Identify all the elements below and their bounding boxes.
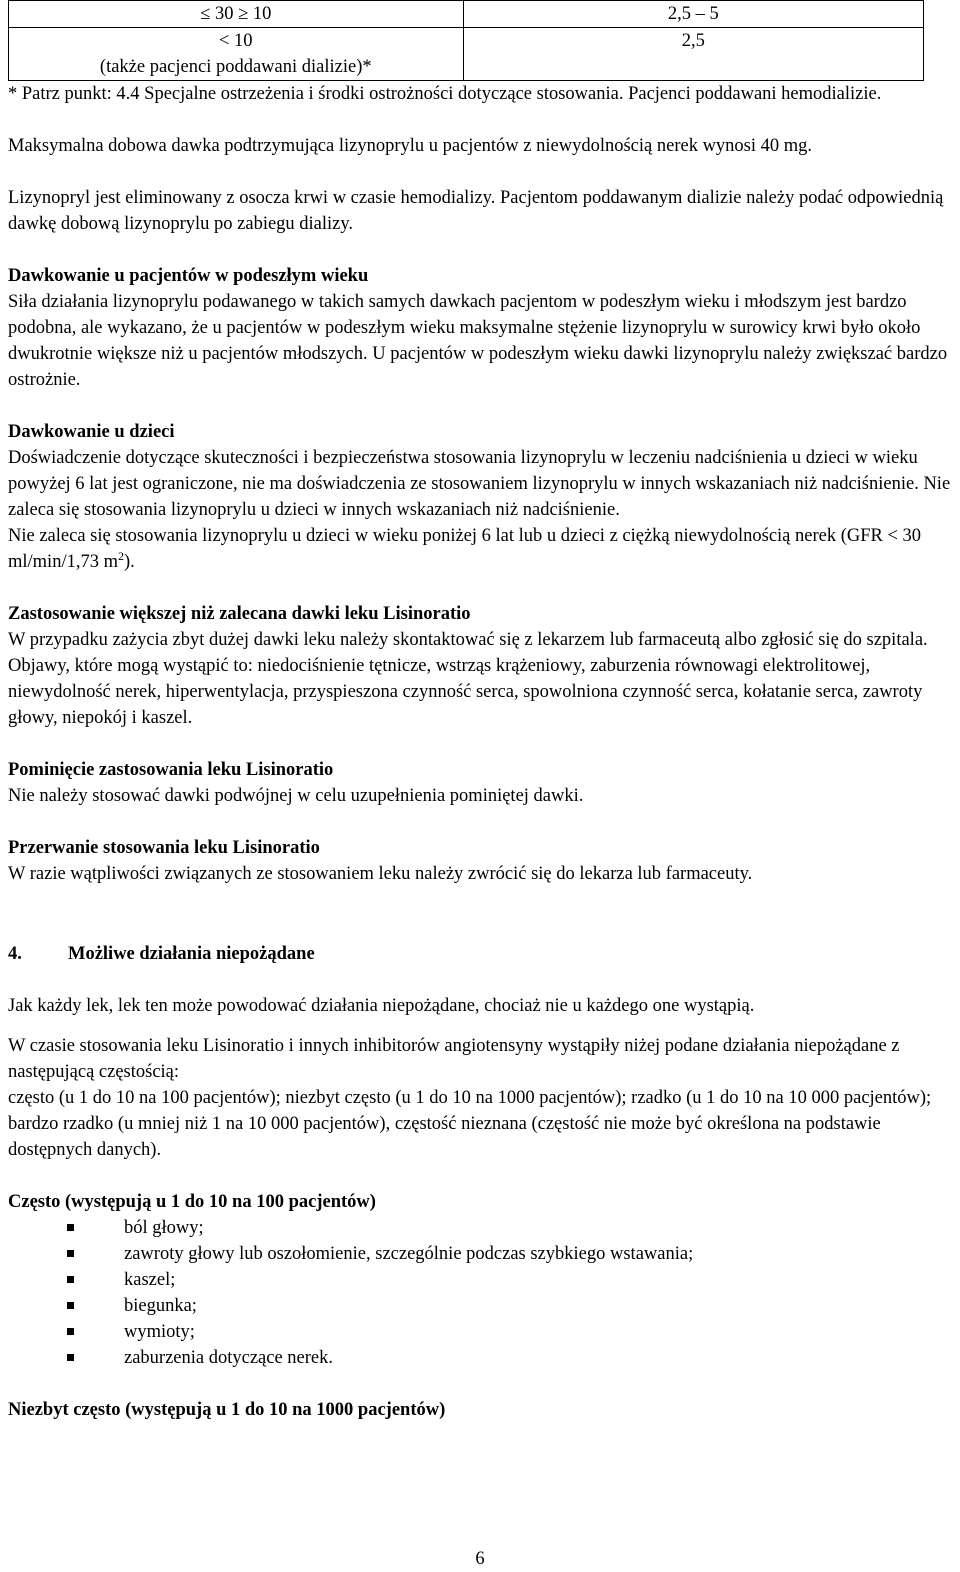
table-cell: 2,5 – 5 xyxy=(463,1,923,28)
table-row xyxy=(9,28,924,55)
page-number: 6 xyxy=(475,1549,485,1569)
list-item: biegunka; xyxy=(8,1293,952,1319)
dose-table xyxy=(8,0,924,81)
section-4-heading xyxy=(8,941,952,967)
max-dose-paragraph: Maksymalna dobowa dawka podtrzymująca lizynoprylu u pacjentów z niewydolnością nerek wynosi 40 mg. xyxy=(8,136,813,156)
children-text-2-end: ). xyxy=(123,552,135,572)
common-heading: Często (występują u 1 do 10 na 100 pacjentów) xyxy=(8,1192,376,1212)
children-text-2: Nie zaleca się stosowania lizynoprylu u dzieci w wieku poniżej 6 lat lub u dzieci z ciężką niewydolnością nerek (GFR < 30 ml/min/1,73 m xyxy=(8,526,922,572)
section-title: Możliwe działania niepożądane xyxy=(68,944,315,964)
elimination-paragraph xyxy=(8,185,952,237)
superscript: 2 xyxy=(117,548,124,563)
children-paragraph-2 xyxy=(8,523,952,575)
elimination-text-a: Lizynopryl jest eliminowany z osocza krwi w czasie hemodializy. xyxy=(8,188,500,208)
section-4-paragraph-2: W czasie stosowania leku Lisinoratio i innych inhibitorów angiotensyny wystąpiły niżej podane działania niepożądane z następującą częstością: xyxy=(8,1036,900,1082)
stopping-paragraph: W razie wątpliwości związanych ze stosowaniem leku należy zwrócić się do lekarza lub farmaceuty. xyxy=(8,864,753,884)
table-row xyxy=(9,1,924,28)
list-item: zawroty głowy lub oszołomienie, szczególnie podczas szybkiego wstawania; xyxy=(8,1241,952,1267)
list-item: zaburzenia dotyczące nerek. xyxy=(8,1345,952,1371)
overdose-heading: Zastosowanie większej niż zalecana dawki leku Lisinoratio xyxy=(8,604,471,624)
uncommon-heading: Niezbyt często (występują u 1 do 10 na 1000 pacjentów) xyxy=(8,1400,446,1420)
document-page xyxy=(8,0,952,1423)
list-item: kaszel; xyxy=(8,1267,952,1293)
table-cell: (także pacjenci poddawani dializie)* xyxy=(9,54,464,81)
overdose-paragraph: W przypadku zażycia zbyt dużej dawki leku należy skontaktować się z lekarzem lub farmaceutą albo zgłosić się do szpitala. Objawy, które mogą wystąpić to: niedociśnienie tętnicze, wstrząs krążeniowy, zaburzenia równowagi elektrolitowej, niewydolność nerek, hiperwentylacja, przyspieszona czynność serca, spowolniona czynność serca, kołatanie serca, zawroty głowy, niepokój i kaszel. xyxy=(8,630,928,728)
section-number: 4. xyxy=(8,944,22,964)
children-heading: Dawkowanie u dzieci xyxy=(8,422,175,442)
section-4-paragraph-1: Jak każdy lek, lek ten może powodować działania niepożądane, chociaż nie u każdego one wystąpią. xyxy=(8,996,755,1016)
frequency-definitions: często (u 1 do 10 na 100 pacjentów); niezbyt często (u 1 do 10 na 1000 pacjentów); rzadko (u 1 do 10 na 10 000 pacjentów); bardzo rzadko (u mniej niż 1 na 10 000 pacjentów), częstość nieznana (częstość nie może być określona na podstawie dostępnych danych). xyxy=(8,1088,932,1160)
stopping-heading: Przerwanie stosowania leku Lisinoratio xyxy=(8,838,320,858)
children-paragraph-1: Doświadczenie dotyczące skuteczności i bezpieczeństwa stosowania lizynoprylu w leczeniu nadciśnienia u dzieci w wieku powyżej 6 lat jest ograniczone, nie ma doświadczenia ze stosowaniem lizynoprylu w innych wskazaniach niż nadciśnienie. Nie zaleca się stosowania lizynoprylu u dzieci w innych wskazaniach niż nadciśnienie. xyxy=(8,448,951,520)
elderly-heading: Dawkowanie u pacjentów w podeszłym wieku xyxy=(8,266,369,286)
elderly-paragraph: Siła działania lizynoprylu podawanego w takich samych dawkach pacjentom w podeszłym wieku i młodszym jest bardzo podobna, ale wykazano, że u pacjentów w podeszłym wieku maksymalne stężenie lizynoprylu w surowicy krwi było około dwukrotnie większe niż u pacjentów młodszych. U pacjentów w podeszłym wieku dawki lizynoprylu należy zwiększać bardzo ostrożnie. xyxy=(8,292,948,390)
common-effects-list xyxy=(8,1215,952,1371)
missed-dose-heading: Pominięcie zastosowania leku Lisinoratio xyxy=(8,760,334,780)
missed-dose-paragraph: Nie należy stosować dawki podwójnej w celu uzupełnienia pominiętej dawki. xyxy=(8,786,584,806)
list-item: ból głowy; xyxy=(8,1215,952,1241)
table-cell: < 10 xyxy=(9,28,464,55)
footnote: * Patrz punkt: 4.4 Specjalne ostrzeżenia i środki ostrożności dotyczące stosowania. Pacjenci poddawani hemodializie. xyxy=(8,84,882,104)
elimination-text-b: Pacjentom poddawanym dializie należy podać odpowiednią dawkę dobową lizynoprylu po zabiegu dializy. xyxy=(8,188,944,234)
table-cell xyxy=(463,54,923,81)
table-cell: 2,5 xyxy=(463,28,923,55)
table-cell: ≤ 30 ≥ 10 xyxy=(9,1,464,28)
table-row xyxy=(9,54,924,81)
list-item: wymioty; xyxy=(8,1319,952,1345)
